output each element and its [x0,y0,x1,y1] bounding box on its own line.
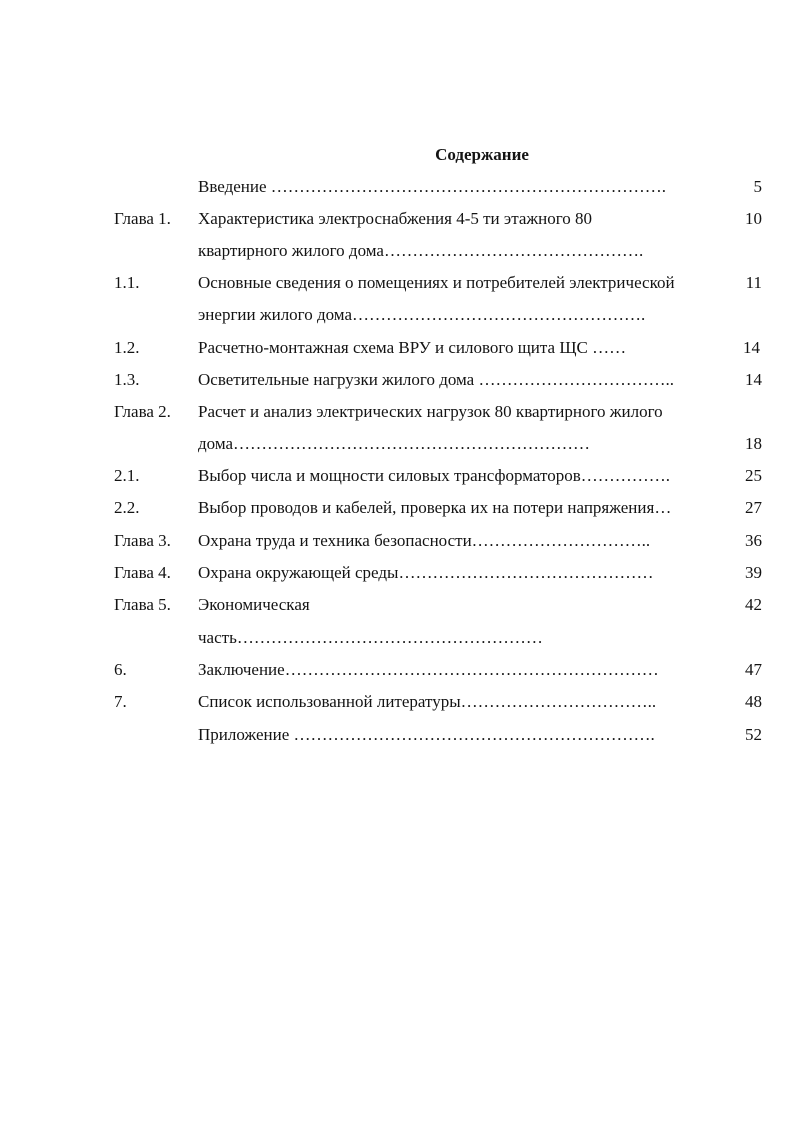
toc-entry-intro-text: Введение ……………………………………………………………. [198,177,667,196]
toc-entry-1-1-text-line2: энергии жилого дома……………………………………………. [198,305,646,324]
toc-entry-ch5-text-line2: часть……………………………………………… [198,628,543,647]
toc-entry-2-1-text: Выбор числа и мощности силовых трансформаторов……………. [198,466,671,485]
toc-entry-2-2-text: Выбор проводов и кабелей, проверка их на потери напряжения… [198,498,672,517]
toc-entry-2-1-page: 25 [745,466,762,485]
toc-entry-ch4-text: Охрана окружающей среды……………………………………… [198,563,654,582]
toc-entry-ch1-label: Глава 1. [114,209,171,228]
toc-entry-ch5-label: Глава 5. [114,595,171,614]
toc-entry-1-3-label: 1.3. [114,370,140,389]
toc-entry-1-2-label: 1.2. [114,338,140,357]
toc-entry-6-text: Заключение………………………………………………………… [198,660,659,679]
toc-entry-ch2-label: Глава 2. [114,402,171,421]
toc-entry-ch2-text-line2: дома……………………………………………………… [198,434,591,453]
toc-entry-1-1-label: 1.1. [114,273,140,292]
toc-entry-ch5-text-line1: Экономическая [198,595,310,614]
toc-entry-appendix-page: 52 [745,725,762,744]
toc-entry-ch3-label: Глава 3. [114,531,171,550]
toc-entry-1-1-page: 11 [745,273,762,292]
toc-entry-7-page: 48 [745,692,762,711]
toc-entry-ch5-page: 42 [745,595,762,614]
toc-entry-ch3-page: 36 [745,531,762,550]
toc-entry-ch1-text-line1: Характеристика электроснабжения 4-5 ти этажного 80 [198,209,593,228]
toc-entry-7-text: Список использованной литературы…………………………….. [198,692,657,711]
toc-entry-ch2-page: 18 [745,434,762,453]
toc-entry-ch1-text-line2: квартирного жилого дома………………………………………. [198,241,644,260]
toc-entry-6-label: 6. [114,660,127,679]
toc-entry-1-3-page: 14 [745,370,762,389]
toc-entry-appendix-text: Приложение ………………………………………………………. [198,725,655,744]
toc-entry-1-2-text: Расчетно-монтажная схема ВРУ и силового щита ЩС …… [198,338,627,357]
toc-entry-1-2-page: 14 [743,338,760,357]
toc-entry-6-page: 47 [745,660,762,679]
toc-entry-ch4-page: 39 [745,563,762,582]
toc-title: Содержание [435,145,529,164]
toc-entry-1-1-text-line1: Основные сведения о помещениях и потребителей электрической [198,273,675,292]
toc-entry-2-2-page: 27 [745,498,762,517]
toc-entry-ch3-text: Охрана труда и техника безопасности………………………….. [198,531,651,550]
toc-entry-7-label: 7. [114,692,127,711]
toc-entry-1-3-text: Осветительные нагрузки жилого дома …………………………….. [198,370,674,389]
toc-entry-ch1-page: 10 [745,209,762,228]
toc-entry-2-1-label: 2.1. [114,466,140,485]
toc-entry-ch2-text-line1: Расчет и анализ электрических нагрузок 80 квартирного жилого [198,402,663,421]
toc-entry-2-2-label: 2.2. [114,498,140,517]
toc-entry-intro-page: 5 [753,177,762,196]
toc-entry-ch4-label: Глава 4. [114,563,171,582]
